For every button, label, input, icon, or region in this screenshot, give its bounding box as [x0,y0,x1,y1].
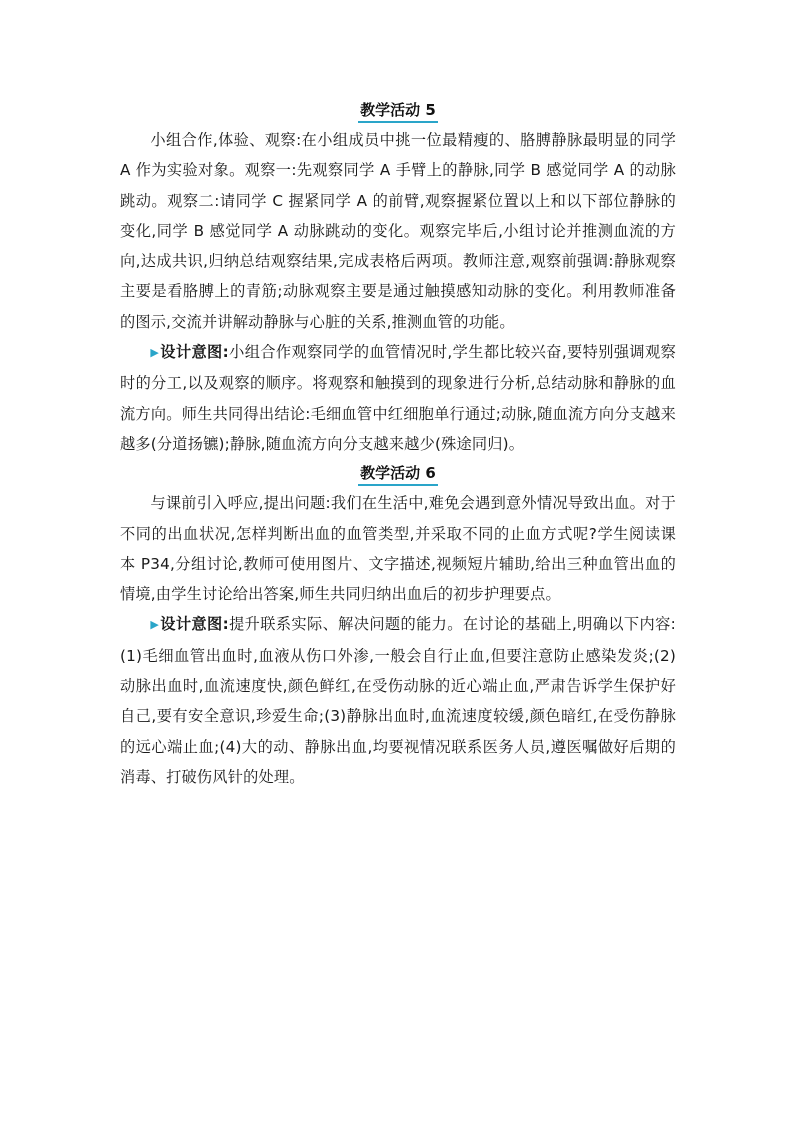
design-intent-text: 提升联系实际、解决问题的能力。在讨论的基础上,明确以下内容:(1)毛细血管出血时,血液从伤口外渗,一般会自行止血,但要注意防止感染发炎;(2)动脉出血时,血流速度快,颜色鲜红,在受伤动脉的近心端止血,严肃告诉学生保护好自己,要有安全意识,珍爱生命;(3)静脉出血时,血流速度较缓,颜色暗红,在受伤静脉的远心端止血;(4)大的动、静脉出血,均要视情况联系医务人员,遵医嘱做好后期的消毒、打破伤风针的处理。 [120,615,676,786]
section-5-heading-wrap [120,100,676,123]
triangle-right-icon: ▶ [150,618,160,632]
activity-6-design-intent [120,609,676,792]
triangle-right-icon: ▶ [150,346,160,360]
section-heading-activity-6: 教学活动 6 [358,463,438,486]
activity-6-body: 与课前引入呼应,提出问题:我们在生活中,难免会遇到意外情况导致出血。对于不同的出血状况,怎样判断出血的血管类型,并采取不同的止血方式呢?学生阅读课本 P34,分组讨论,教师可使用图片、文字描述,视频短片辅助,给出三种血管出血的情境,由学生讨论给出答案,师生共同归纳出血后的初步护理要点。 [120,494,676,604]
section-6-heading-wrap [120,463,676,486]
activity-5-body: 小组合作,体验、观察:在小组成员中挑一位最精瘦的、胳膊静脉最明显的同学 A 作为实验对象。观察一:先观察同学 A 手臂上的静脉,同学 B 感觉同学 A 的动脉跳动。观察二:请同学 C 握紧同学 A 的前臂,观察握紧位置以上和以下部位静脉的变化,同学 B 感觉同学 A 动脉跳动的变化。观察完毕后,小组讨论并推测血流的方向,达成共识,归纳总结观察结果,完成表格后两项。教师注意,观察前强调:静脉观察主要是看胳膊上的青筋;动脉观察主要是通过触摸感知动脉的变化。利用教师准备的图示,交流并讲解动静脉与心脏的关系,推测血管的功能。 [120,131,676,331]
design-intent-label: 设计意图: [160,343,229,362]
activity-5-design-intent [120,337,676,459]
design-intent-label: 设计意图: [160,615,229,634]
design-intent-text: 小组合作观察同学的血管情况时,学生都比较兴奋,要特别强调观察时的分工,以及观察的顺序。将观察和触摸到的现象进行分析,总结动脉和静脉的血流方向。师生共同得出结论:毛细血管中红细胞单行通过;动脉,随血流方向分支越来越多(分道扬镳);静脉,随血流方向分支越来越少(殊途同归)。 [120,343,677,453]
section-heading-activity-5: 教学活动 5 [358,100,438,123]
document-content [120,96,676,792]
